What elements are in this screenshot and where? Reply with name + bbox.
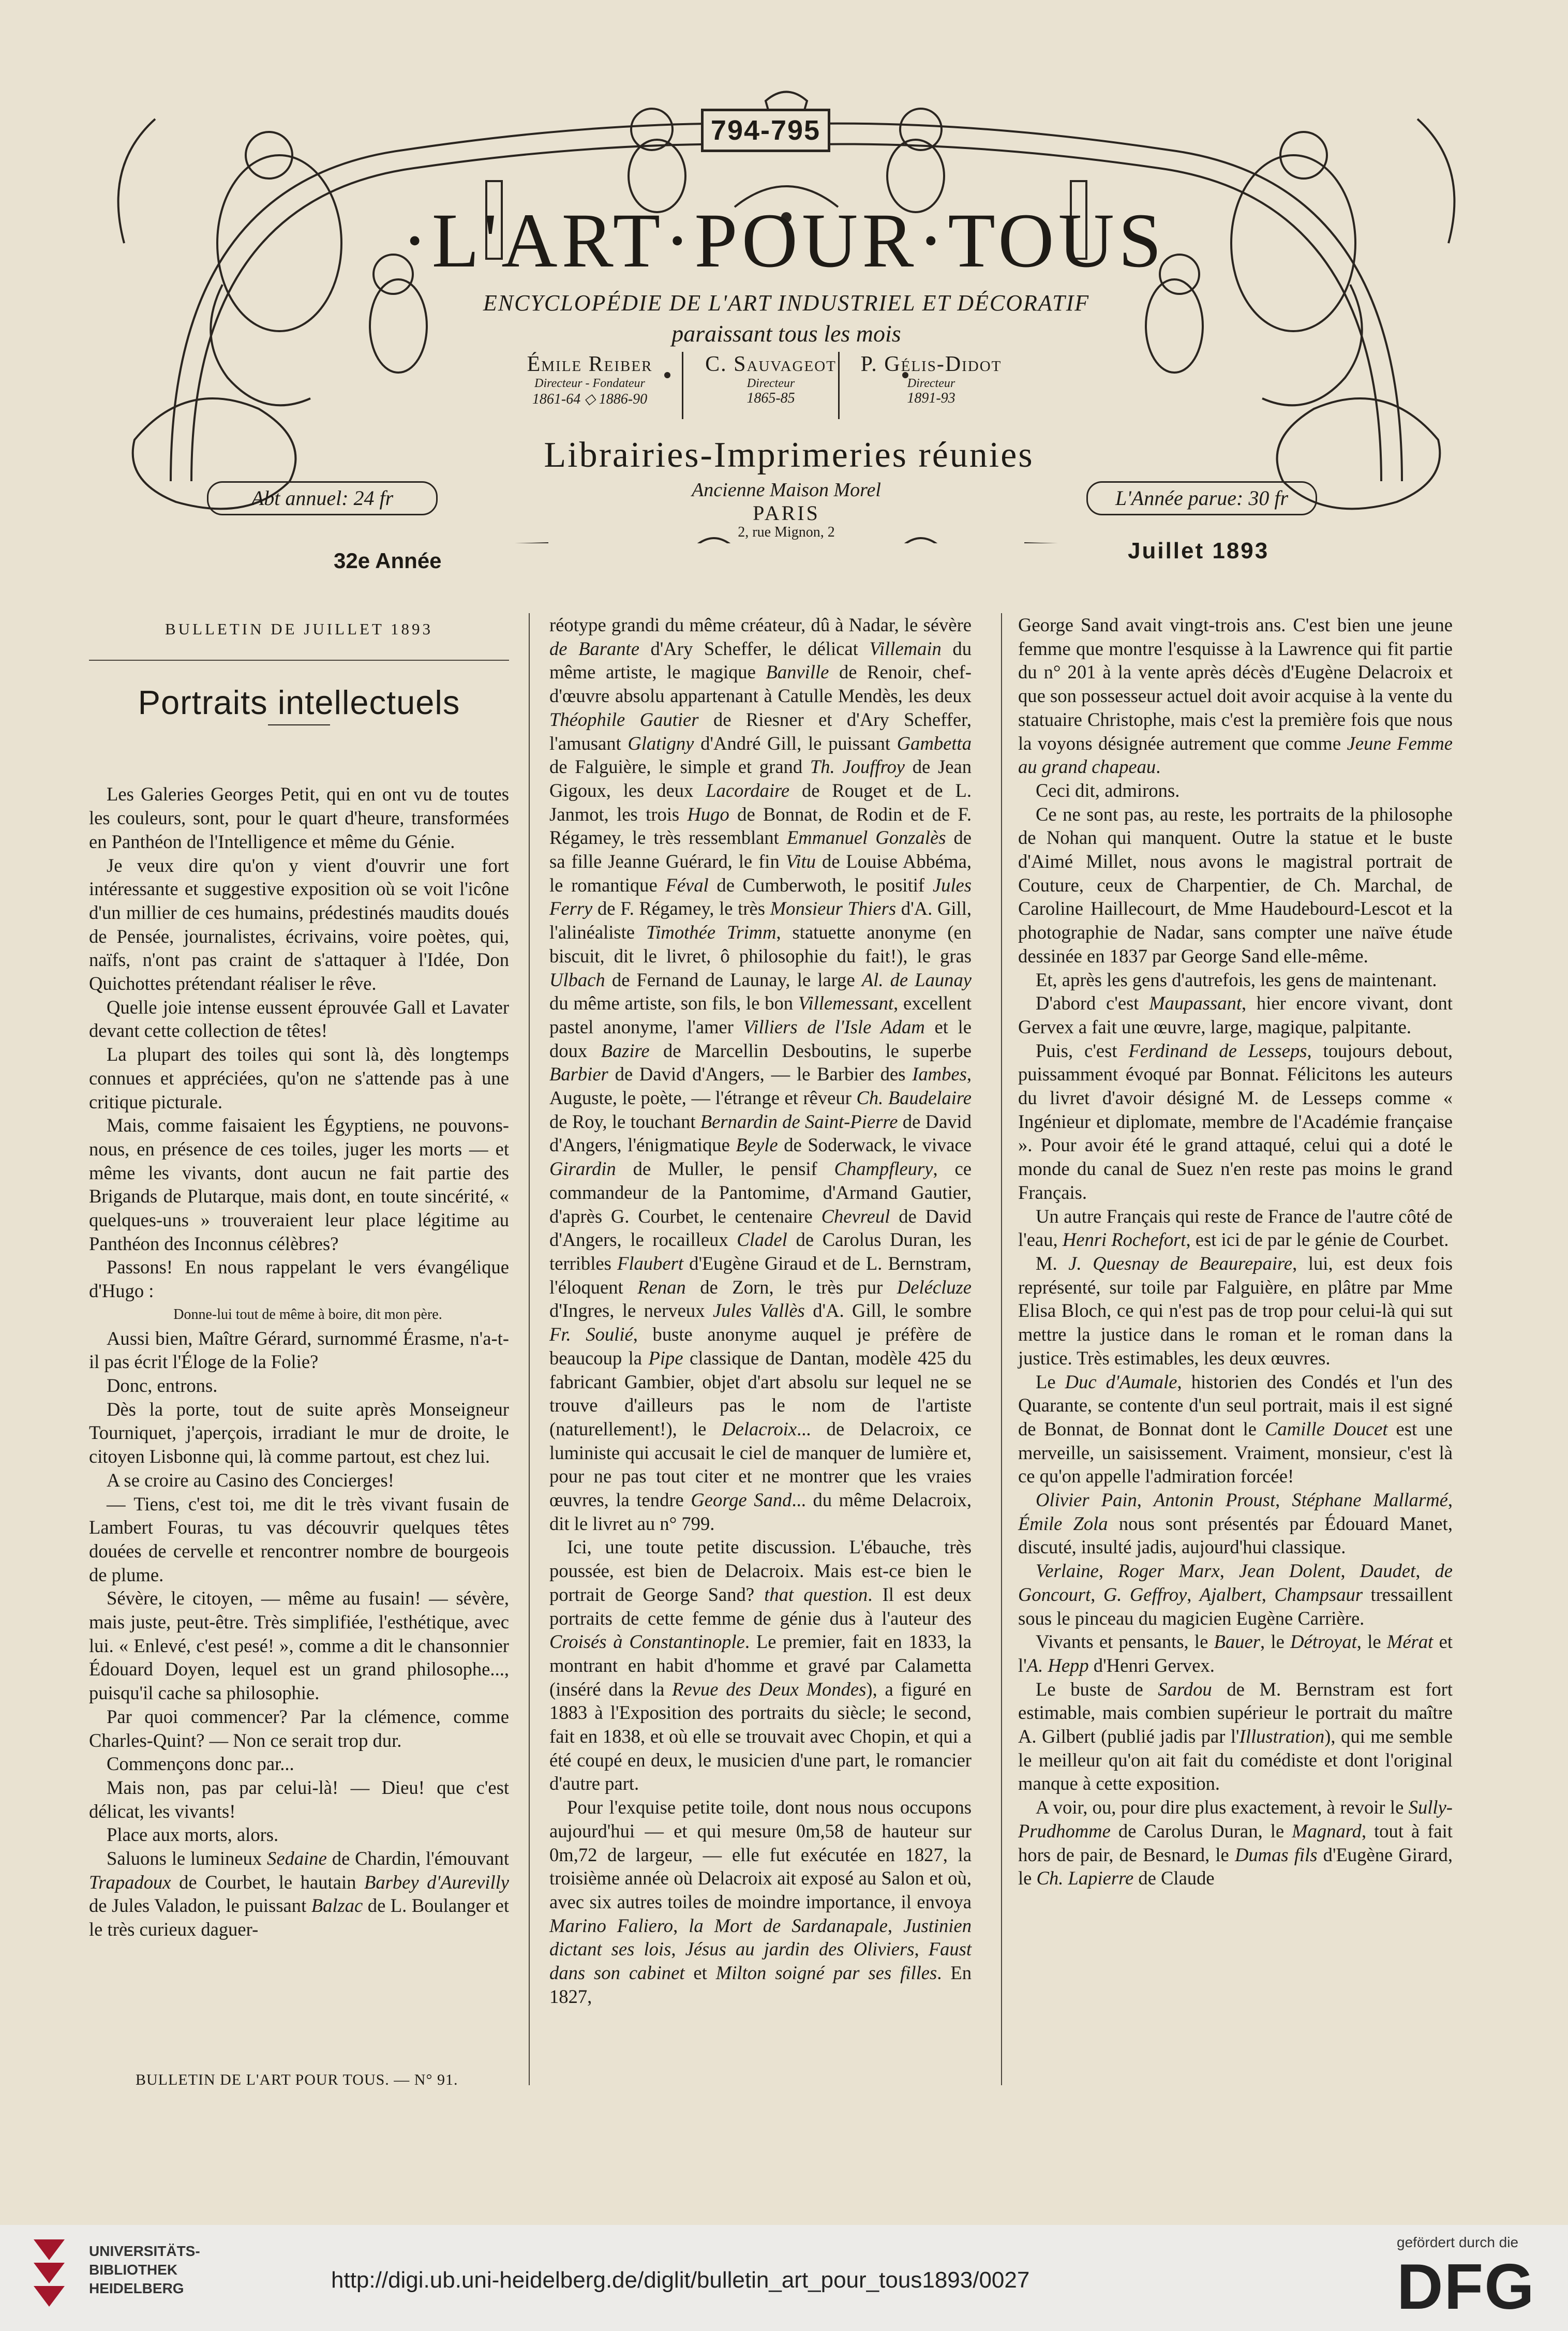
- subscription-banner: Abt annuel: 24 fr: [207, 481, 438, 515]
- director-gelis-didot: P. Gélis-Didot Directeur 1891-93: [860, 352, 1002, 406]
- header-rule: [89, 660, 509, 661]
- page-footer: BULLETIN DE L'ART POUR TOUS. — N° 91.: [136, 2071, 458, 2088]
- journal-title: ·L'ART·POUR·TOUS: [401, 198, 1166, 284]
- university-name: UNIVERSITÄTS- BIBLIOTHEK HEIDELBERG: [89, 2243, 200, 2296]
- volume-year: 32e Année: [334, 548, 442, 573]
- article-title: Portraits intellectuels: [138, 683, 460, 721]
- page-number: 794-795: [701, 109, 830, 152]
- bulletin-header: BULLETIN DE JUILLET 1893: [165, 620, 434, 638]
- university-logo-icon: [28, 2234, 70, 2312]
- former-house: Ancienne Maison Morel: [692, 479, 881, 501]
- address: 2, rue Mignon, 2: [738, 524, 835, 540]
- publication-frequency: paraissant tous les mois: [671, 320, 901, 347]
- year-price-banner: L'Année parue: 30 fr: [1086, 481, 1317, 515]
- director-separator: [838, 352, 840, 419]
- title-rule: [268, 724, 330, 725]
- city: PARIS: [753, 501, 820, 525]
- column-3: George Sand avait vingt-trois ans. C'est bien une jeune femme que montre l'esquisse à la Lawrence qui fit partie du n° 201 à la vente après décès d'Eugène Delacroix et que son possesseur actuel doit avoir acquise à la vente du statuaire Christophe, mais c'est la première fois que nous la voyons désignée autrement que comme Jeune Femme au grand chapeau. Ceci dit, admirons. Ce ne sont pas, au reste, les portraits de la philosophe de Nohan qui manquent. Outre la statue et le buste d'Aimé Millet, nous avons le magistral portrait de Couture, ceux de Charpentier, de Ch. Marchal, de Caroline Haillecourt, de Mme Haudebourd-Lescot et la photographie de Nadar, sans compter une naïve étude dessinée en 1837 par George Sand elle-même. Et, après les gens d'autrefois, les gens de maintenant. D'abord c'est Maupassant, hier encore vivant, dont Gervex a fait une œuvre, large, magique, palpitante. Puis, c'est Ferdinand de Lesseps, toujours debout, puissamment évoqué par Bonnat. Félicitons les auteurs du livret d'avoir désigné M. de Lesseps comme « Ingénieur et diplomate, membre de l'Académie française ». Pour avoir été le grand attaqué, celui qui a doté le monde du canal de Suez n'en reste pas moins le grand Français. Un autre Français qui reste de France de l'autre côté de l'eau, Henri Rochefort, est ici de par le génie de Courbet. M. J. Quesnay de Beaurepaire, lui, est deux fois représenté, sur toile par Falguière, en plâtre par Mme Elisa Bloch, ce qui n'est pas de trop pour celui-là qui sut mettre la justice dans le roman et le roman dans la justice. Très estimables, les deux œuvres. Le Duc d'Aumale, historien des Condés et l'un des Quarante, se contente d'un seul portrait, mais il est signé de Bonnat, de Bonnat dont le Camille Doucet est une merveille, un saisissement. Vraiment, monsieur, c'est là ce qu'on appelle l'admiration forcée! Olivier Pain, Antonin Proust, Stéphane Mallarmé, Émile Zola nous sont présentés par Édouard Manet, discuté, insulté jadis, aujourd'hui classique. Verlaine, Roger Marx, Jean Dolent, Daudet, de Goncourt, G. Geffroy, Ajalbert, Champsaur tressaillent sous le pinceau du magicien Eugène Carrière. Vivants et pensants, le Bauer, le Détroyat, le Mérat et l'A. Hepp d'Henri Gervex. Le buste de Sardou de M. Bernstram est fort estimable, mais combien supérieur le portrait du maître A. Gilbert (publié jadis par l'Illustration), qui me semble le meilleur qu'on ait fait du comédiste et dont l'original manque à cette exposition. A voir, ou, pour dire plus exactement, à revoir le Sully-Prudhomme de Carolus Duran, le Magnard, tout à fait hors de pair, de Besnard, le Dumas fils d'Eugène Girard, le Ch. Lapierre de Claude: [1018, 614, 1453, 1889]
- publisher-name: Librairies-Imprimeries réunies: [544, 435, 1034, 475]
- hugo-quote: Donne-lui tout de même à boire, dit mon père.: [173, 1306, 442, 1323]
- column-rule: [1001, 613, 1002, 2085]
- column-rule: [529, 613, 530, 2085]
- funding-note: gefördert durch die: [1397, 2234, 1519, 2250]
- column-1: BULLETIN DE JUILLET 1893 Portraits intellectuels Les Galeries Georges Petit, qui en ont vu de toutes les couleurs, sont, pour le quart d'heure, transformées en Panthéon de l'Intelligence et même du Génie. Je veux dire qu'on y vient d'ouvrir une fort intéressante et suggestive exposition où se voit l'icône d'un millier de ces humains, prédestinés maudits doués de Pensée, journalistes, écrivains, voire poètes, qui, naïfs, n'ont pas craint de s'attaquer à l'Idée, Don Quichottes prétendant réaliser le rêve. Quelle joie intense eussent éprouvée Gall et Lavater devant cette collection de têtes! La plupart des toiles qui sont là, dès longtemps connues et appréciées, qu'on ne s'attende pas à une critique picturale. Mais, comme faisaient les Égyptiens, ne pouvons-nous, en présence de ces toiles, juger les morts — et même les vivants, dont aucun ne fait partie des Brigands de Plutarque, mais dont, en toute sincérité, « quelques-uns » trouveraient leur place légitime au Panthéon des Inconnus célèbres? Passons! En nous rappelant le vers évangélique d'Hugo : Donne-lui tout de même à boire, dit mon père. Aussi bien, Maître Gérard, surnommé Érasme, n'a-t-il pas écrit l'Éloge de la Folie? Donc, entrons. Dès la porte, tout de suite après Monseigneur Tourniquet, j'aperçois, irradiant le mur de droite, le citoyen Lisbonne qui, là comme partout, est chez lui. A se croire au Casino des Concierges! — Tiens, c'est toi, me dit le très vivant fusain de Lambert Fouras, tu vas découvrir quelques têtes douées de cervelle et rencontrer nombre de bourgeois de plume. Sévère, le citoyen, — même au fusain! — sévère, mais juste, peut-être. Très simplifiée, l'esthétique, avec lui. « Enlevé, c'est pesé! », comme a dit le chansonnier Édouard Doyen, lequel est un grand philosophe..., puisqu'il cache sa philosophie. Par quoi commencer? Par la clémence, comme Charles-Quint? — Non ce serait trop dur. Commençons donc par... Mais non, pas par celui-là! — Dieu! que c'est délicat, les vivants! Place aux morts, alors. Saluons le lumineux Sedaine de Chardin, l'émouvant Trapadoux de Courbet, le hautain Barbey d'Aurevilly de Jules Valadon, le puissant Balzac de L. Boulanger et le très curieux daguer-: [89, 613, 509, 1941]
- dfg-logo: DFG: [1397, 2251, 1535, 2323]
- director-reiber: Émile Reiber Directeur - Fondateur 1861-64 ◇ 1886-90: [527, 352, 653, 407]
- director-sauvageot: C. Sauvageot Directeur 1865-85: [705, 352, 837, 406]
- issue-date: Juillet 1893: [1128, 538, 1270, 563]
- source-url-link[interactable]: http://digi.ub.uni-heidelberg.de/diglit/bulletin_art_pour_tous1893/0027: [331, 2267, 1030, 2293]
- column-2: réotype grandi du même créateur, dû à Nadar, le sévère de Barante d'Ary Scheffer, le délicat Villemain du même artiste, le magique Banville de Renoir, chef-d'œuvre absolu appartenant à Catulle Mendès, les deux Théophile Gautier de Riesner et d'Ary Scheffer, l'amusant Glatigny d'André Gill, le puissant Gambetta de Falguière, le simple et grand Th. Jouffroy de Jean Gigoux, les deux Lacordaire de Rouget et de L. Janmot, les trois Hugo de Bonnat, de Rodin et de F. Régamey, le très ressemblant Emmanuel Gonzalès de sa fille Jeanne Guérard, le fin Vitu de Louise Abbéma, le romantique Féval de Cumberwoth, le positif Jules Ferry de F. Régamey, le très Monsieur Thiers d'A. Gill, l'alinéaliste Timothée Trimm, statuette anonyme (en biscuit, dit le livret, ô philosophie du fait!), le gras Ulbach de Fernand de Launay, le large Al. de Launay du même artiste, son fils, le bon Villemessant, excellent pastel anonyme, l'amer Villiers de l'Isle Adam et le doux Bazire de Marcellin Desboutins, le superbe Barbier de David d'Angers, — le Barbier des Iambes, Auguste, le poète, — l'étrange et rêveur Ch. Baudelaire de Roy, le touchant Bernardin de Saint-Pierre de David d'Angers, l'énigmatique Beyle de Soderwack, le vivace Girardin de Muller, le pensif Champfleury, ce commandeur de la Pantomime, d'Armand Gautier, d'après G. Courbet, le centenaire Chevreul de David d'Angers, le rocailleux Cladel de Carolus Duran, les terribles Flaubert d'Eugène Giraud et de L. Bernstram, l'éloquent Renan de Zorn, le très pur Delécluze d'Ingres, le nerveux Jules Vallès d'A. Gill, le sombre Fr. Soulié, buste anonyme auquel je préfère de beaucoup la Pipe classique de Dantan, modèle 425 du fabricant Gambier, objet d'art absolu sur lequel ne se trouve d'ailleurs pas le nom de l'artiste (naturellement!), le Delacroix... de Delacroix, ce luministe qui accusait le ciel de manquer de lumière et, pour ne pas tout citer et ne montrer que les vraies œuvres, la tendre George Sand... du même Delacroix, dit le livret au n° 799. Ici, une toute petite discussion. L'ébauche, très poussée, est bien de Delacroix. Mais est-ce bien le portrait de George Sand? that question. Il est deux portraits de cette femme de génie dus à l'auteur des Croisés à Constantinople. Le premier, fait en 1833, la montrant en habit d'homme et gravé par Calametta (inséré dans la Revue des Deux Mondes), a figuré en 1883 à l'Exposition des portraits du siècle; le second, fait en 1838, et où elle se trouvait avec Chopin, et qui a été coupé en deux, le musicien d'une part, le romancier d'autre part. Pour l'exquise petite toile, dont nous nous occupons aujourd'hui — et qui mesure 0m,58 de hauteur sur 0m,72 de largeur, — elle fut exécutée en 1827, la troisième année où Delacroix ait exposé au Salon et où, avec six autres toiles de moindre importance, il envoya Marino Faliero, la Mort de Sardanapale, Justinien dictant ses lois, Jésus au jardin des Oliviers, Faust dans son cabinet et Milton soigné par ses filles. En 1827,: [549, 614, 972, 2007]
- director-separator: [682, 352, 683, 419]
- journal-subtitle: ENCYCLOPÉDIE DE L'ART INDUSTRIEL ET DÉCORATIF: [483, 290, 1090, 316]
